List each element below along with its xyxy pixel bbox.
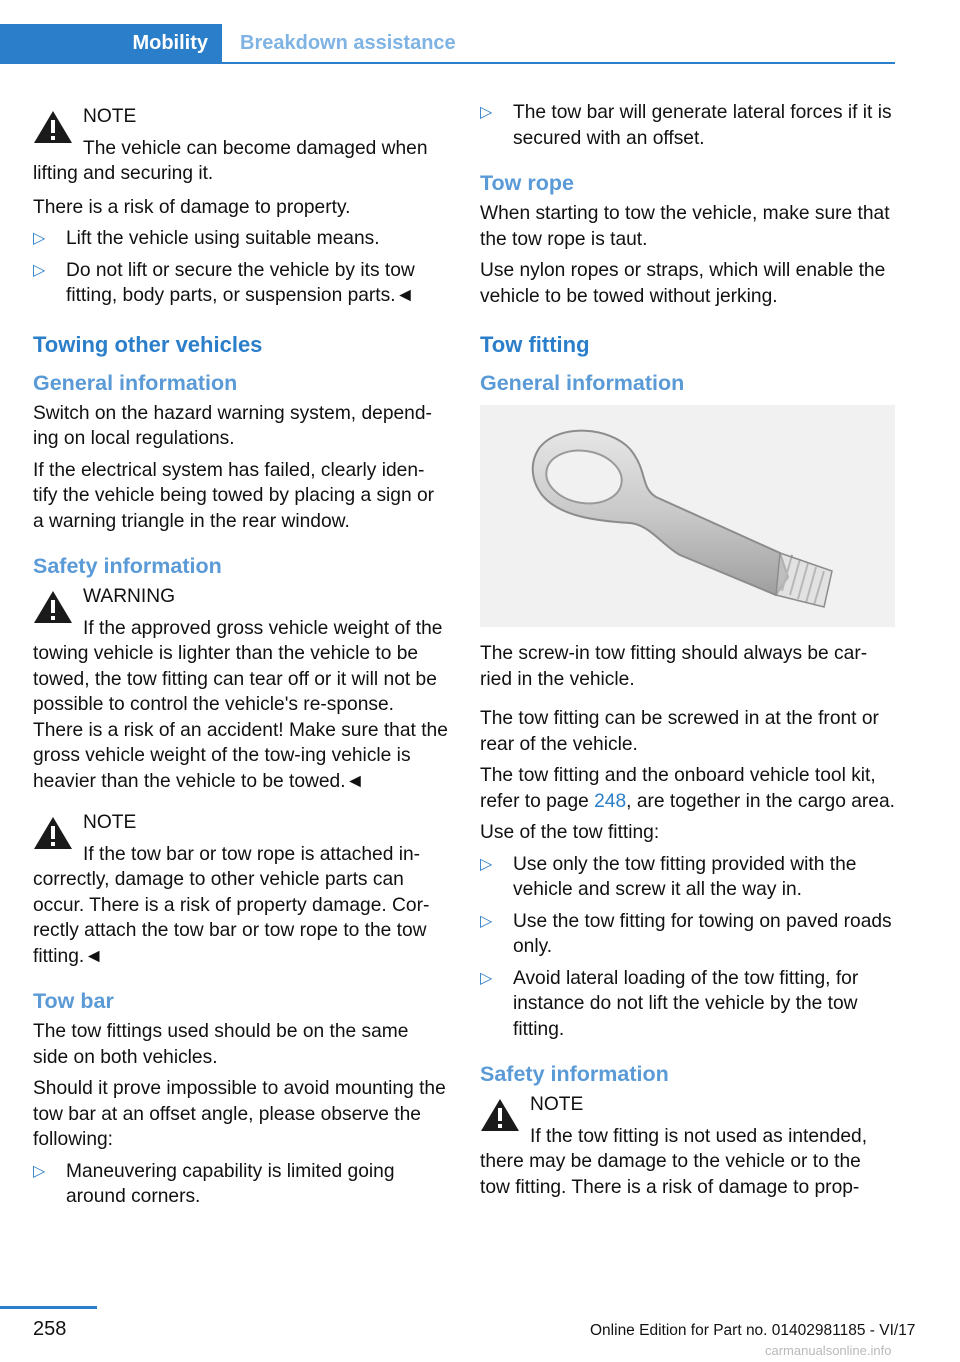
list-item-text: Do not lift or secure the vehicle by its tow fitting, body parts, or suspension parts.◄	[66, 259, 415, 306]
notice-kind: NOTE	[83, 106, 137, 127]
watermark: carmanualsonline.info	[765, 1343, 892, 1358]
header-tabs	[0, 24, 895, 64]
list-item-text: Lift the vehicle using suitable means.	[66, 228, 380, 249]
paragraph: The tow fitting can be screwed in at the front or rear of the vehicle.	[480, 708, 879, 755]
list-item-text: Use the tow fitting for towing on paved roads only.	[513, 910, 892, 957]
list-item	[33, 258, 448, 309]
triangle-right-icon: ▷	[480, 104, 493, 121]
notice-text: The vehicle can become damaged when lifting and securing it.	[33, 137, 428, 184]
paragraph: The screw-in tow fitting should always be car‐ried in the vehicle.	[480, 643, 868, 690]
list-item	[480, 852, 895, 903]
notice-kind: NOTE	[83, 812, 137, 833]
paragraph: Use nylon ropes or straps, which will enable the vehicle to be towed without jerking.	[480, 260, 886, 307]
text-after-link: , are together in the cargo area.	[626, 790, 895, 812]
heading-towing-other-vehicles: Towing other vehicles	[33, 331, 263, 357]
text-before-link: The tow fitting and the onboard vehicle tool kit, refer to page	[480, 765, 876, 812]
notice-text: If the approved gross vehicle weight of the towing vehicle is lighter than the vehicle to be towed, the tow fitting can tear off or it will not be possible to control the vehicle's re‐sponse. There is a risk of an accident! Make sure that the gross vehicle weight of the tow‐ing vehicle is heavier than the vehicle to be towed.◄	[33, 617, 448, 792]
paragraph: Use of the tow fitting:	[480, 822, 660, 843]
list-item-text: Maneuvering capability is limited going around corners.	[66, 1160, 395, 1207]
list-item	[480, 909, 895, 960]
tow-fitting-illustration	[480, 405, 895, 627]
triangle-right-icon: ▷	[480, 912, 493, 930]
heading-tow-fitting: Tow fitting	[480, 332, 590, 357]
warning-triangle-icon	[480, 1098, 520, 1132]
note-notice	[33, 810, 448, 969]
heading-general-information: General information	[480, 371, 685, 395]
heading-tow-bar: Tow bar	[33, 989, 114, 1013]
warning-triangle-icon	[33, 590, 73, 624]
warning-triangle-icon	[33, 110, 73, 144]
paragraph: The tow fittings used should be on the same side on both vehicles.	[33, 1021, 409, 1068]
notice-kind: NOTE	[530, 1094, 584, 1115]
paragraph: There is a risk of damage to property.	[33, 196, 351, 218]
tab-mobility[interactable]	[0, 24, 222, 62]
heading-general-information: General information	[33, 370, 238, 395]
note-notice	[480, 1092, 895, 1200]
note-notice	[33, 104, 448, 187]
heading-tow-rope: Tow rope	[480, 171, 574, 195]
triangle-right-icon: ▷	[480, 855, 493, 873]
page-link[interactable]: 248	[594, 790, 627, 812]
list-item	[480, 100, 895, 151]
tow-fitting-drawing	[480, 405, 895, 627]
tab-breakdown-assistance[interactable]: Breakdown assistance	[240, 32, 456, 54]
paragraph: When starting to tow the vehicle, make sure that the tow rope is taut.	[480, 203, 890, 250]
tab-mobility-label: Mobility	[132, 31, 208, 54]
footer-rule	[0, 1306, 97, 1309]
heading-safety-information: Safety information	[480, 1062, 669, 1086]
right-column	[480, 100, 895, 1208]
heading-safety-information: Safety information	[33, 554, 222, 578]
triangle-right-icon: ▷	[33, 1162, 46, 1180]
triangle-right-icon: ▷	[33, 230, 46, 247]
list-item-text: Avoid lateral loading of the tow fitting, for instance do not lift the vehicle by the tow fitting.	[513, 967, 859, 1040]
page-number: 258	[33, 1318, 67, 1340]
paragraph: Should it prove impossible to avoid mounting the tow bar at an offset angle, please observe the following:	[33, 1078, 446, 1150]
notice-text: If the tow fitting is not used as intended, there may be damage to the vehicle or to the tow fitting. There is a risk of damage to prop‐	[480, 1125, 868, 1198]
notice-kind: WARNING	[83, 586, 176, 607]
warning-notice	[33, 584, 448, 794]
left-column	[33, 100, 448, 1216]
list-item	[480, 966, 895, 1043]
list-item-text: The tow bar will generate lateral forces if it is secured with an offset.	[513, 102, 892, 149]
triangle-right-icon: ▷	[480, 969, 493, 987]
warning-triangle-icon	[33, 816, 73, 850]
paragraph-page-reference	[480, 763, 895, 814]
list-item	[33, 1159, 448, 1210]
edition-info: Online Edition for Part no. 01402981185 - VI/17	[590, 1322, 916, 1339]
list-item	[33, 226, 448, 252]
triangle-right-icon: ▷	[33, 261, 46, 279]
paragraph: Switch on the hazard warning system, depend‐ing on local regulations.	[33, 402, 432, 449]
paragraph: If the electrical system has failed, clearly iden‐tify the vehicle being towed by placing a sign or a warning triangle in the rear window.	[33, 459, 435, 532]
notice-text: If the tow bar or tow rope is attached in‐correctly, damage to other vehicle parts can occur. There is a risk of property damage. Cor‐rectly attach the tow bar or tow rope to the tow fitting.◄	[33, 843, 430, 967]
list-item-text: Use only the tow fitting provided with the vehicle and screw it all the way in.	[513, 853, 857, 900]
